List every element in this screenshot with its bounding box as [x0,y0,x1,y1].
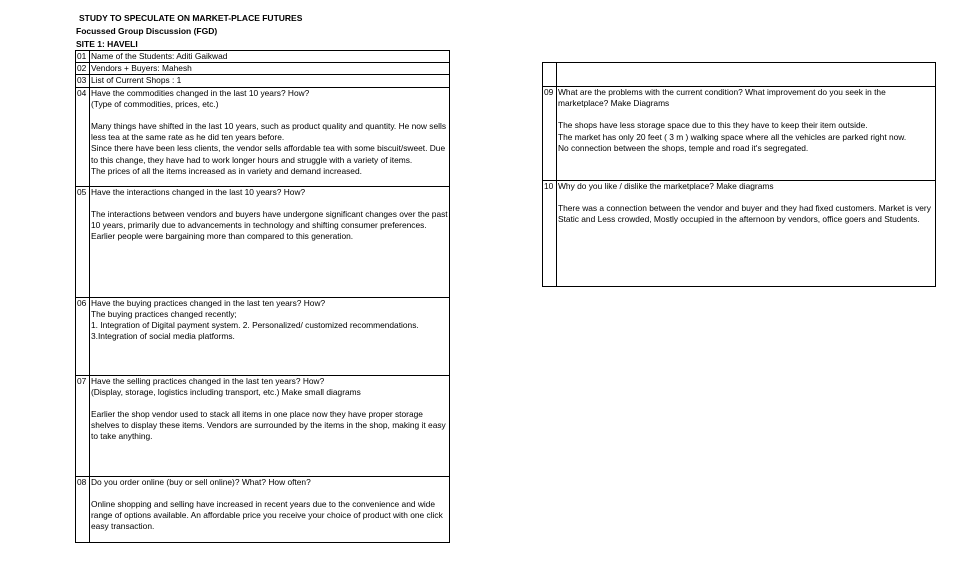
question-text: Have the selling practices changed in the last ten years? How? [91,375,325,386]
question-text: Why do you like / dislike the marketplace? Make diagrams [558,181,774,191]
row-number: 04 [76,87,90,186]
table-row [76,63,450,75]
question-text: Have the buying practices changed in the last ten years? How? [91,297,326,308]
row-number: 05 [76,186,90,297]
table-row [76,297,450,375]
row-text [557,63,936,87]
table-row [76,87,450,186]
question-text: Have the interactions changed in the last 10 years? How? [91,186,306,197]
row-text [90,375,450,476]
row-number [543,63,557,87]
table-row [76,75,450,87]
doc-title: STUDY TO SPECULATE ON MARKET-PLACE FUTURES [79,13,303,23]
row-text [90,87,450,186]
row-text: List of Current Shops : 1 [90,75,450,87]
row-text [557,181,936,287]
table-row [76,51,450,63]
row-text: Vendors + Buyers: Mahesh [90,63,450,75]
left-fgd-table [75,50,450,543]
right-fgd-table [542,62,936,287]
table-row [543,63,936,87]
answer-text: The shops have less storage space due to this they have to keep their item outside. The market has only 20 feet ( 3 m ) walking space where all the vehicles are parked right now. No connection between the shops, temple and road it's segregated. [558,120,907,153]
doc-subtitle: Focussed Group Discussion (FGD) [76,26,218,36]
question-text: Do you order online (buy or sell online)? What? How often? [91,476,311,487]
row-number: 06 [76,297,90,375]
question-hint: (Type of commodities, prices, etc.) [91,98,219,109]
row-text [90,186,450,297]
table-row [76,375,450,476]
table-row [76,476,450,542]
question-text: What are the problems with the current condition? What improvement do you seek in the marketplace? Make Diagrams [558,87,886,109]
row-number: 10 [543,181,557,287]
row-text [90,297,450,375]
question-text: Have the commodities changed in the last 10 years? How? [91,87,310,98]
question-hint: (Display, storage, logistics including transport, etc.) Make small diagrams [91,386,361,397]
answer-text: The buying practices changed recently; 1. Integration of Digital payment system. 2. Personalized/ customized recommendations. 3.Integration of social media platforms. [91,308,419,342]
table-row [543,181,936,287]
answer-text: There was a connection between the vendor and buyer and they had fixed customers. Market is very Static and Less crowded, Mostly occupied in the afternoon by vendors, office goers and Students. [558,203,931,225]
table-row [543,87,936,181]
row-number: 09 [543,87,557,181]
answer-text: Many things have shifted in the last 10 years, such as product quality and quantity. He now sells less tea at the same rate as he did ten years before. Since there have been less clients, the vendor sells affordable tea with some biscuit/sweet. Due to this change, they have had to work longer hours and struggle with a variety of items. The prices of all the items increased as in variety and demand increased. [91,121,447,176]
row-text [90,476,450,542]
row-number: 02 [76,63,90,75]
answer-text: Online shopping and selling have increased in recent years due to the convenience and wide range of options available. An affordable price you receive your choice of product with one click easy transaction. [91,498,443,532]
row-text: Name of the Students: Aditi Gaikwad [90,51,450,63]
table-row [76,186,450,297]
row-number: 08 [76,476,90,542]
site-label: SITE 1: HAVELI [76,39,138,49]
row-text [557,87,936,181]
row-number: 07 [76,375,90,476]
answer-text: The interactions between vendors and buyers have undergone significant changes over the past 10 years, primarily due to advancements in technology and shifting consumer preferences. Earlier people were bargaining more than compared to this generation. [91,208,448,242]
row-number: 01 [76,51,90,63]
answer-text: Earlier the shop vendor used to stack all items in one place now they have proper storage shelves to display these items. Vendors are surrounded by the items in the shop, making it easy to take anything. [91,409,446,442]
row-number: 03 [76,75,90,87]
